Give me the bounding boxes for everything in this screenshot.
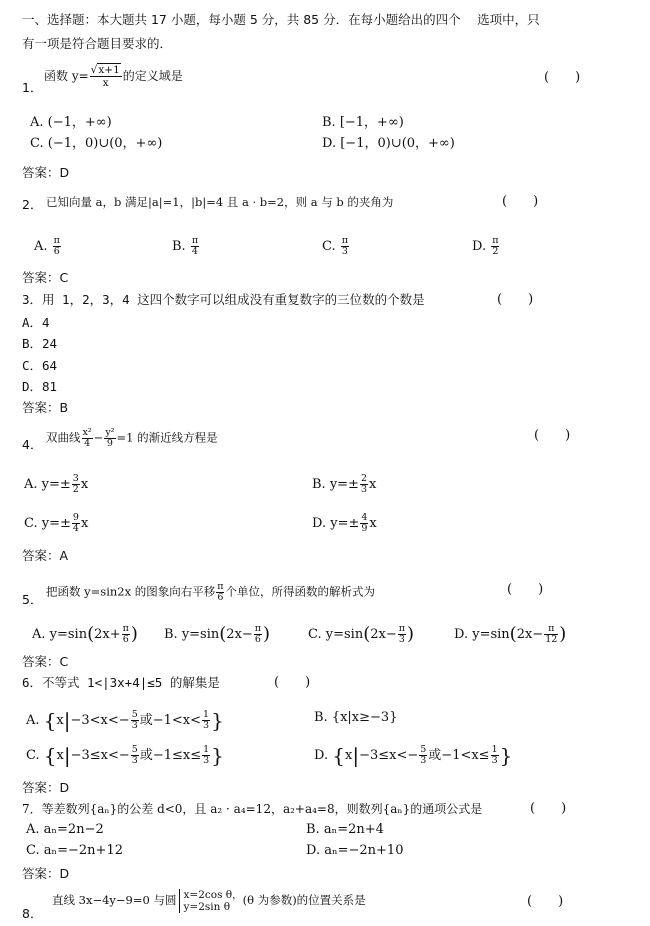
fraction-denominator: 4 [191, 246, 198, 257]
fraction-numerator: y² [105, 427, 115, 438]
option-d: D. aₙ=−2n+10 [306, 843, 404, 858]
option-d: D. [−1，0)∪(0，+∞) [322, 136, 455, 151]
fraction-denominator: 6 [217, 592, 224, 603]
set-variable: x [344, 748, 353, 763]
option-c [322, 236, 350, 257]
option-prefix: B. y=± [312, 477, 359, 492]
condition-part-2: 或−1<x< [139, 713, 202, 728]
option-fraction [53, 236, 61, 257]
answer-blank: ( ) [507, 582, 544, 597]
equation-y: y=2sin θ [183, 901, 231, 913]
question-number: 1． [22, 80, 43, 95]
left-paren: ( [87, 623, 95, 645]
left-brace: { [332, 743, 345, 768]
question-number: 5． [22, 592, 43, 607]
fraction-numerator: π [217, 581, 224, 592]
fraction-denominator: 3 [203, 755, 210, 766]
set-bar: | [63, 743, 71, 768]
option-a: A. (−1，+∞) [30, 115, 112, 130]
fraction-denominator: 3 [420, 755, 427, 766]
fraction-numerator: π [53, 235, 60, 246]
option-fraction [254, 624, 262, 645]
option-a [34, 236, 62, 257]
fraction-numerator: 5 [131, 744, 138, 755]
question-stem: 7．等差数列{aₙ}的公差 d<0，且 a₂ · a₄=12，a₂+a₄=8，则数列{aₙ}的通项公式是 [22, 802, 483, 816]
option-fraction [191, 236, 199, 257]
option-c [308, 624, 414, 645]
fraction-denominator: 6 [122, 634, 129, 645]
option-prefix: D. y=sin [454, 627, 510, 642]
option-label: C. [26, 748, 40, 763]
right-brace: } [499, 743, 513, 768]
fraction-denominator: 3 [341, 246, 348, 257]
variable-x: x [369, 477, 377, 492]
left-brace: { [43, 743, 57, 768]
answer-line: 答案：D [22, 866, 70, 881]
stem-prefix: 双曲线 [46, 430, 81, 445]
question-stem: 6．不等式 1<|3x+4|≤5 的解集是 [22, 675, 220, 690]
question-number: 2． [22, 197, 43, 212]
condition-part-1: −3≤x<− [70, 748, 130, 763]
fraction-denominator: x [102, 77, 109, 89]
left-paren: ( [363, 623, 371, 645]
option-label: C. [322, 239, 336, 254]
answer-blank: ( ) [274, 675, 311, 690]
pi-over-6 [216, 582, 224, 603]
right-brace: } [211, 708, 224, 733]
stem-suffix: 个单位，所得函数的解析式为 [225, 584, 375, 599]
set-bar: | [352, 743, 360, 768]
answer-line: 答案：B [22, 400, 69, 415]
option-prefix: C. y=± [24, 516, 71, 531]
question-stem [46, 428, 218, 449]
fraction-denominator: 2 [72, 484, 79, 495]
fraction-denominator: 3 [360, 484, 367, 495]
option-prefix: B. y=sin [164, 627, 220, 642]
stem-prefix: 把函数 y=sin2x 的图象向右平移 [46, 584, 216, 599]
answer-line: 答案：D [22, 780, 70, 795]
stem-suffix: =1 的渐近线方程是 [116, 430, 218, 445]
fraction-denominator: 6 [53, 246, 60, 257]
option-fraction [491, 745, 499, 766]
answer-blank: ( ) [502, 194, 539, 209]
fraction-denominator: 9 [106, 438, 113, 449]
answer-blank: ( ) [534, 428, 571, 443]
argument: 2x+ [94, 627, 121, 642]
argument: 2x− [370, 627, 397, 642]
x-squared-over-4 [82, 428, 93, 449]
option-label: B. [172, 239, 186, 254]
answer-line: 答案：A [22, 548, 69, 563]
option-a: A．4 [22, 315, 50, 330]
option-c: C．64 [22, 358, 58, 373]
option-b [312, 474, 376, 495]
fraction-denominator: 9 [361, 523, 368, 534]
fraction-denominator: 3 [203, 720, 210, 731]
right-paren: ) [406, 623, 414, 645]
fraction-denominator: 3 [491, 755, 498, 766]
question-stem [46, 582, 375, 603]
fraction-numerator: π [492, 235, 499, 246]
fraction-numerator: 9 [72, 512, 79, 523]
option-c: C. (−1，0)∪(0，+∞) [30, 136, 163, 151]
option-b: B．24 [22, 336, 58, 351]
option-fraction [122, 624, 130, 645]
section-header-line-2: 有一项是符合题目要求的． [22, 36, 173, 51]
root-fraction [90, 64, 122, 89]
option-b: B. aₙ=2n+4 [306, 822, 384, 837]
fraction-denominator: 4 [72, 523, 79, 534]
option-fraction [131, 745, 139, 766]
fraction-denominator: 12 [545, 634, 558, 645]
fraction-numerator: π [398, 623, 405, 634]
left-brace: { [43, 708, 57, 733]
option-c [24, 513, 88, 534]
option-a [32, 624, 138, 645]
fraction-numerator: 5 [131, 709, 138, 720]
option-label: A. [34, 239, 48, 254]
option-prefix: D. y=± [312, 516, 360, 531]
fraction-denominator: 2 [492, 246, 499, 257]
fraction-numerator: 4 [361, 512, 368, 523]
fraction-numerator: x² [82, 427, 92, 438]
option-fraction [398, 624, 406, 645]
fraction-numerator: 3 [72, 473, 79, 484]
option-label: D. [314, 748, 329, 763]
argument: 2x− [516, 627, 544, 642]
option-prefix: A. y=± [24, 477, 71, 492]
fraction-numerator: 1 [491, 744, 498, 755]
option-fraction [419, 745, 427, 766]
option-prefix: A. y=sin [32, 627, 88, 642]
option-b: B. {x|x≥−3} [314, 710, 398, 725]
option-d: D．81 [22, 379, 58, 394]
fraction-denominator: 4 [84, 438, 91, 449]
condition-part-1: −3<x<− [70, 713, 130, 728]
option-b [172, 236, 200, 257]
option-d [472, 236, 500, 257]
option-prefix: C. y=sin [308, 627, 364, 642]
fraction-numerator: π [122, 623, 129, 634]
option-label: D. [472, 239, 487, 254]
fraction-numerator: π [544, 624, 558, 635]
option-fraction [544, 624, 558, 645]
fraction-numerator: π [254, 623, 262, 634]
stem-suffix: 的定义域是 [122, 69, 183, 83]
minus-sign: − [93, 430, 104, 445]
option-b [164, 624, 270, 645]
option-d [454, 624, 566, 645]
option-fraction [491, 236, 499, 257]
fraction-numerator: √x+1 [90, 64, 120, 76]
option-a [26, 710, 224, 731]
answer-blank: ( ) [527, 894, 564, 909]
option-label: A. [26, 713, 40, 728]
fraction-denominator: 3 [398, 634, 405, 645]
condition-part-2: 或−1<x≤ [428, 748, 490, 763]
option-fraction [202, 745, 210, 766]
option-fraction [72, 513, 80, 534]
question-stem: 3．用 1，2，3，4 这四个数字可以组成没有重复数字的三位数的个数是 [22, 292, 425, 307]
option-a [24, 474, 88, 495]
variable-x: x [80, 516, 89, 531]
section-header-line-1: 一、选择题：本大题共 17 小题，每小题 5 分，共 85 分．在每小题给出的四个 选项中，只 [22, 12, 540, 27]
answer-blank: ( ) [530, 801, 567, 816]
fraction-denominator: 6 [254, 634, 261, 645]
option-b: B. [−1，+∞) [322, 115, 404, 130]
question-stem [52, 889, 366, 913]
option-d [312, 513, 377, 534]
parametric-system [179, 889, 242, 913]
question-number: 4． [22, 437, 43, 452]
set-variable: x [56, 748, 64, 763]
question-number: 8． [22, 906, 43, 921]
answer-blank: ( ) [497, 292, 534, 307]
option-a: A. aₙ=2n−2 [26, 822, 104, 837]
answer-line: 答案：C [22, 654, 69, 669]
fraction-numerator: 5 [420, 744, 427, 755]
set-variable: x [56, 713, 64, 728]
set-bar: | [63, 708, 71, 733]
option-fraction [202, 710, 210, 731]
option-c [26, 745, 224, 766]
option-d [314, 745, 512, 766]
variable-x: x [80, 477, 89, 492]
stem-suffix: (θ 为参数)的位置关系是 [242, 893, 366, 907]
option-c: C. aₙ=−2n+12 [26, 843, 123, 858]
option-fraction [360, 474, 368, 495]
left-paren: ( [509, 623, 517, 645]
right-paren: ) [130, 623, 138, 645]
fraction-numerator: 1 [203, 709, 210, 720]
answer-line: 答案：C [22, 270, 69, 285]
fraction-numerator: π [191, 235, 199, 246]
answer-blank: ( ) [544, 70, 581, 85]
option-fraction [341, 236, 349, 257]
fraction-numerator: 2 [360, 473, 367, 484]
fraction-denominator: 3 [131, 720, 138, 731]
fraction-numerator: π [341, 235, 349, 246]
equation-x: x=2cos θ， [183, 889, 243, 901]
right-brace: } [211, 743, 224, 768]
condition-part-1: −3≤x<− [359, 748, 419, 763]
question-stem [44, 64, 183, 89]
right-paren: ) [263, 623, 271, 645]
answer-line: 答案：D [22, 165, 70, 180]
y-squared-over-9 [104, 428, 115, 449]
condition-part-2: 或−1≤x≤ [139, 748, 202, 763]
option-fraction [72, 474, 80, 495]
stem-prefix: 直线 3x−4y−9=0 与圆 [52, 893, 177, 907]
stem-prefix: 函数 y= [44, 69, 89, 83]
option-fraction [360, 513, 368, 534]
variable-x: x [369, 516, 377, 531]
sqrt-radicand: x+1 [98, 64, 120, 76]
right-paren: ) [559, 623, 567, 645]
question-stem: 已知向量 a，b 满足|a|=1，|b|=4 且 a · b=2，则 a 与 b 的夹角为 [46, 195, 394, 209]
left-paren: ( [219, 623, 227, 645]
argument: 2x− [226, 627, 253, 642]
option-fraction [131, 710, 139, 731]
fraction-numerator: 1 [203, 744, 210, 755]
fraction-denominator: 3 [131, 755, 138, 766]
